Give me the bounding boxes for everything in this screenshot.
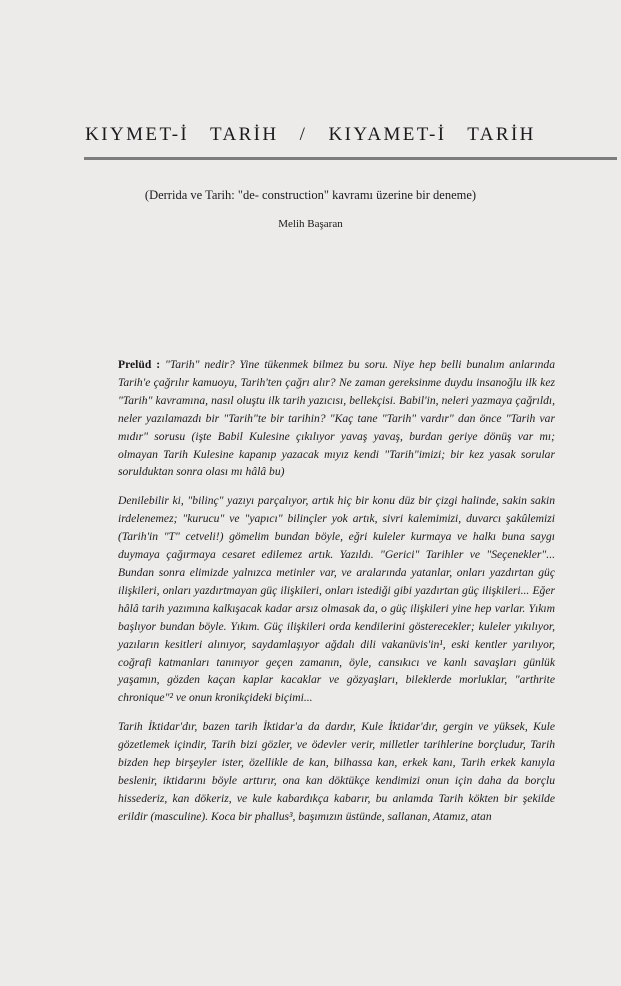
article-body xyxy=(118,356,555,837)
paragraph-3: Tarih İktidar'dır, bazen tarih İktidar'a da dardır, Kule İktidar'dır, gergin ve yüksek, Kule gözetlemek içindir, Tarih bizi gözler, ve ödevler verir, milletler tarihlerine borçludur, Tarih bizden hep birşeyler ister, özellikle de kan, bilhassa kan, erkek kanı, Tarih erkek kanıyla beslenir, iktidarını böyle arttırır, ona kan döktükçe kendimizi onun için daha da borçlu hissederiz, kan dökeriz, ve kule kabardıkça kabarır, bu anlamda Tarih kökten bir şekilde erildir (masculine). Koca bir phallus³, başımızın üstünde, sallanan, Atamız, atan xyxy=(118,720,555,823)
prelude-paragraph xyxy=(118,356,555,481)
page-header xyxy=(0,124,621,146)
prelude-label: Prelüd : xyxy=(118,358,161,371)
paragraph-2: Denilebilir ki, "bilinç" yazıyı parçalıyor, artık hiç bir konu düz bir çizgi halinde, sakin sakin irdelenemez; "kurucu" ve "yapıcı" bilinçler yok artık, sivri kalemimizi, duvarcı şakûlemizi (Tarih'in "T" cetveli!) gömelim bundan böyle, eğri kuleler kurmaya ve halkı buna saygı duymaya çağırmaya cesaret edilemez artık. Yazıldı. "Gerici" Tarihler ve "Seçenekler"... Bundan sonra elimizde yalnızca metinler var, ve aralarında yatanlar, onları yazdırtan güç ilişkileri, onları yazdırtmayan güç ilişkileri, onları istediği gibi yazdırtan güç ilişkileri... Eğer hâlâ tarih yazımına kalkışacak kadar arsız olmasak da, o güç ilişkileri yine hep varlar. Yıkım başlıyor bundan böyle. Yıkım. Güç ilişkileri orda kendilerini gösterecekler; kuleler yıkılıyor, yazıların kesitleri alınıyor, saydamlaşıyor ağdalı dili vakanüvis'in¹, eski kentler yarılıyor, coğrafi katmanları tanınıyor geçen zamanın, öyle, cansıkıcı ve kanlı savaşları günlük yaşamın, gözden kaçan kaplar kacaklar ve gözyaşları, bileklerde morluklar, "arthrite chronique"² ve onun kronikçideki biçimi... xyxy=(118,494,555,705)
title-divider xyxy=(84,157,617,160)
author-name: Melih Başaran xyxy=(278,218,343,230)
article-title: KIYMET-İ TARİH / KIYAMET-İ TARİH xyxy=(85,124,536,145)
article-subtitle: (Derrida ve Tarih: "de- construction" kavramı üzerine bir deneme) xyxy=(144,188,477,202)
prelude-text: "Tarih" nedir? Yine tükenmek bilmez bu soru. Niye hep belli bunalım anlarında Tarih'e çağrılır kamuoyu, Tarih'ten çağrı alır? Ne zaman gereksinme duydu insanoğlu ilk kez "Tarih" kavramına, nasıl oluştu ilk tarih yazıcısı, bellekçisi. Babil'in, neleri yazmaya çağrıldı, neler yazılamazdı bir "Tarih"te bir tarihin? "Kaç tane "Tarih" vardır" dan önce "Tarih var mıdır" sorusu (işte Babil Kulesine çıkılıyor yavaş yavaş, burdan geriye dönüş var mı; olmayan Tarih Kulesine kapanıp yazacak mıyız kendi "Tarih"imizi; bir kez yasak sorular sorulduktan sonra olası mı hâlâ bu) xyxy=(118,358,555,479)
